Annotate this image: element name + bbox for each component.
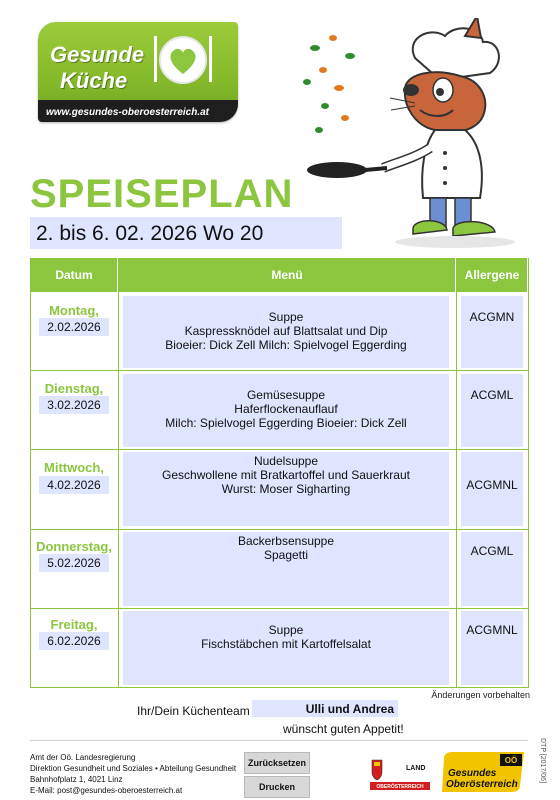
email-link[interactable]: E-Mail: post@gesundes-oberoesterreich.at: [30, 786, 183, 795]
day-label: Donnerstag,: [36, 539, 112, 554]
day-label: Freitag,: [50, 617, 98, 632]
menu-line: Haferflockenauflauf: [234, 402, 338, 416]
logo-line2: Küche: [60, 68, 128, 93]
table-border-bottom: [30, 687, 529, 688]
appetit-text: wünscht guten Appetit!: [283, 722, 404, 736]
date-field[interactable]: 2.02.2026: [39, 318, 109, 336]
allergen-codes: ACGMNL: [466, 623, 518, 637]
column-header-date: Datum: [31, 258, 117, 292]
allergens-field[interactable]: [461, 532, 523, 606]
go-logo-line1: Gesundes: [448, 768, 497, 779]
menu-field[interactable]: [123, 532, 449, 606]
allergen-codes: ACGML: [470, 544, 514, 558]
week-text: 2. bis 6. 02. 2026 Wo 20: [36, 222, 264, 245]
menu-line: Milch: Spielvogel Eggerding Bioeier: Dick Zell: [165, 416, 407, 430]
footer-separator: [30, 740, 528, 741]
row-divider: [30, 529, 529, 530]
gesunde-kueche-logo: [38, 22, 238, 122]
menu-line: Fischstäbchen mit Kartoffelsalat: [201, 637, 371, 651]
menu-field[interactable]: [123, 452, 449, 526]
menu-line: Kaspressknödel auf Blattsalat und Dip: [184, 324, 388, 338]
address-line: Direktion Gesundheit und Soziales • Abteilung Gesundheit: [30, 764, 237, 773]
menu-line: Gemüsesuppe: [246, 388, 326, 402]
menu-line: Nudelsuppe: [253, 454, 319, 468]
allergens-field[interactable]: [461, 611, 523, 685]
table-divider: [118, 258, 119, 688]
date-field[interactable]: 6.02.2026: [39, 632, 109, 650]
menu-line: Suppe: [268, 623, 304, 637]
menu-line: Geschwollene mit Bratkartoffel und Sauerkraut: [162, 468, 410, 482]
logo-url[interactable]: www.gesundes-oberoesterreich.at: [46, 107, 210, 118]
address-line: Amt der Oö. Landesregierung: [30, 753, 136, 762]
logo-url-band: [38, 100, 238, 122]
allergen-codes: ACGML: [470, 388, 514, 402]
column-header-allergens: Allergene: [457, 258, 527, 292]
row-divider: [30, 370, 529, 371]
date-field[interactable]: 5.02.2026: [39, 554, 109, 572]
print-button[interactable]: Drucken: [244, 776, 310, 798]
land-logo-sub: OBERÖSTERREICH: [376, 784, 424, 790]
day-label: Dienstag,: [44, 381, 104, 396]
menu-field[interactable]: [123, 296, 449, 368]
row-divider: [30, 608, 529, 609]
table-divider: [456, 258, 457, 688]
allergens-field[interactable]: [461, 374, 523, 447]
logo-line1: Gesunde: [50, 42, 145, 67]
allergens-field[interactable]: [461, 452, 523, 526]
menu-field[interactable]: [123, 374, 449, 447]
allergen-codes: ACGMNL: [466, 478, 518, 492]
flying-vegetables-icon: [303, 35, 355, 133]
menu-line: Wurst: Moser Sigharting: [221, 482, 351, 496]
table-border-right: [528, 258, 529, 688]
team-label: Ihr/Dein Küchenteam: [137, 704, 250, 718]
changes-notice: Änderungen vorbehalten: [431, 690, 530, 700]
address-line: Bahnhofplatz 1, 4021 Linz: [30, 775, 123, 784]
page-title: SPEISEPLAN: [30, 172, 294, 216]
plate-heart-icon: [152, 30, 214, 92]
go-logo-badge: OÖ: [504, 756, 518, 765]
dtp-code: DTP [2017/06]: [539, 738, 546, 784]
menu-line: Bioeier: Dick Zell Milch: Spielvogel Eggerding: [165, 338, 407, 352]
address-block: [30, 752, 236, 796]
day-label: Mittwoch,: [44, 460, 104, 475]
go-logo-line2: Oberösterreich: [446, 779, 518, 790]
reset-button[interactable]: Zurücksetzen: [244, 752, 310, 774]
menu-line: Spagetti: [263, 548, 309, 562]
row-divider: [30, 449, 529, 450]
menu-line: Suppe: [268, 310, 304, 324]
allergen-codes: ACGMN: [469, 310, 515, 324]
allergens-field[interactable]: [461, 296, 523, 368]
menu-field[interactable]: [123, 611, 449, 685]
team-names: Ulli und Andrea: [305, 702, 394, 716]
menu-line: Backerbsensuppe: [237, 534, 335, 548]
gesundes-oberoesterreich-logo: [440, 750, 526, 794]
land-oberoesterreich-logo: [368, 756, 432, 792]
date-field[interactable]: 3.02.2026: [39, 396, 109, 414]
land-logo-text: LAND: [406, 765, 426, 772]
column-header-menu: Menü: [119, 258, 455, 292]
date-field[interactable]: 4.02.2026: [39, 476, 109, 494]
day-label: Montag,: [49, 303, 99, 318]
